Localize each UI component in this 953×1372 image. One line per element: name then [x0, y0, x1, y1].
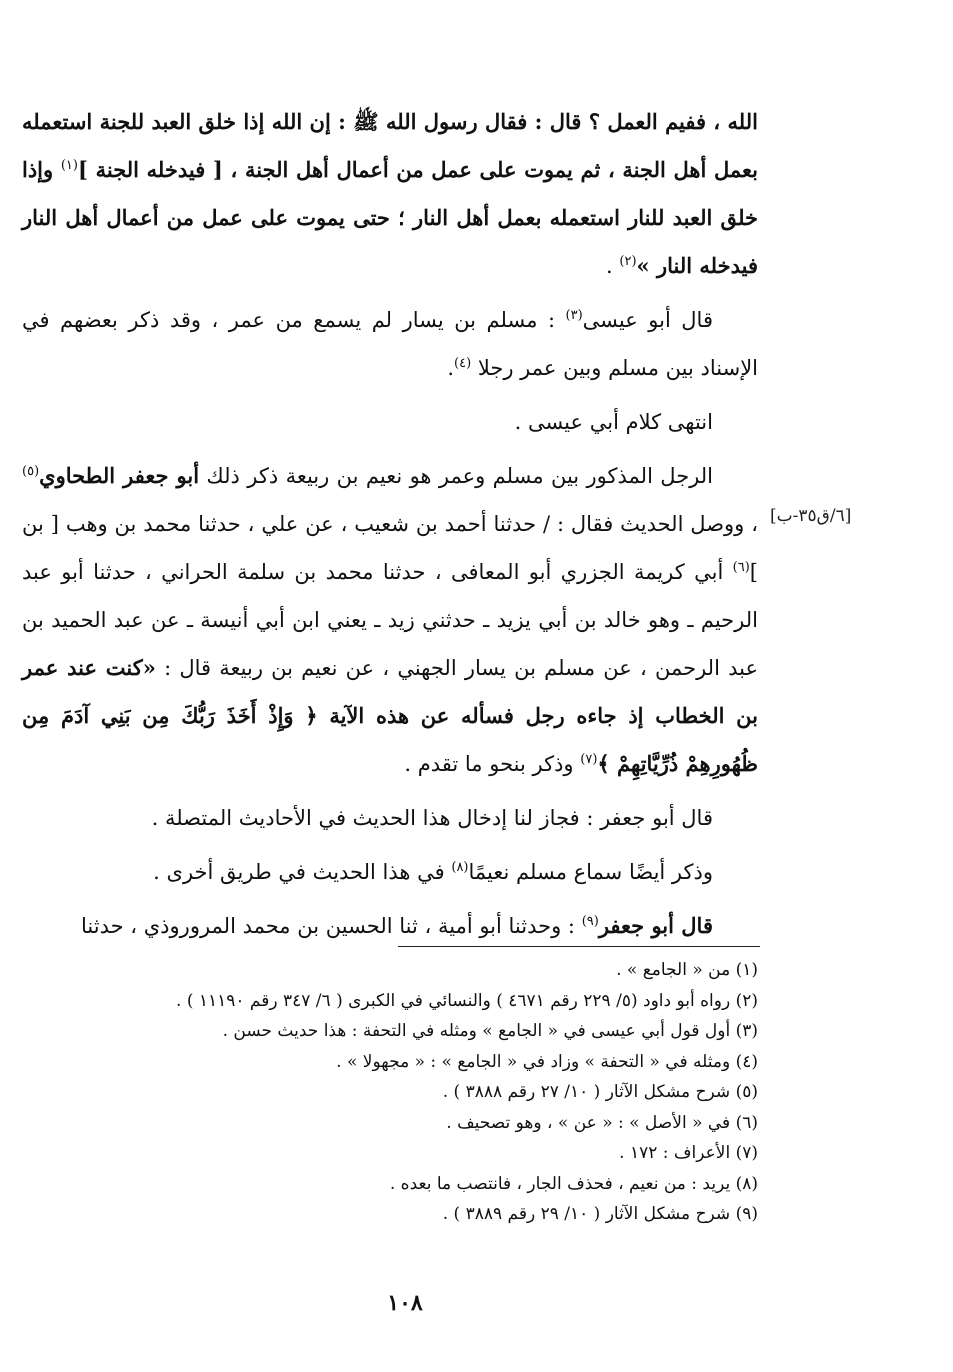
paragraph-5: قال أبو جعفر : فجاز لنا إدخال هذا الحديث في الأحاديث المتصلة . — [151, 806, 713, 830]
hadith-text-cont: وإذا خلق العبد للنار استعمله بعمل أهل النار ؛ حتى يموت على عمل من أعمال أهل النار فيدخله النار » — [22, 157, 758, 278]
text: : وحدثنا أبو أمية ، ثنا الحسين بن محمد المروروذي ، حدثنا — [81, 914, 582, 938]
footnote-ref-8[interactable]: (٨) — [451, 860, 469, 875]
footnote: (٦) في « الأصل » : « عن » ، وهو تصحيف . — [446, 1112, 758, 1133]
text: قال أبو عيسى — [582, 308, 713, 332]
footnotes — [22, 955, 758, 1230]
text: في هذا الحديث في طريق أخرى . — [153, 860, 452, 884]
text: وذكر بنحو ما تقدم . — [404, 752, 581, 776]
paragraph-6 — [22, 848, 758, 896]
text: ، ووصل الحديث فقال : / حدثنا أحمد بن شعيب ، عن علي ، حدثنا محمد بن وهب [ بن ] — [22, 512, 758, 584]
text: أبي كريمة الجزري أبو المعافى ، حدثنا محمد بن سلمة الحراني ، حدثنا أبو عبد الرحيم ـ وهو خالد بن أبي يزيد ـ حدثني زيد ـ يعني ابن أبي أنيسة ـ عن عبد الحميد بن عبد الرحمن ، عن مسلم بن يسار الجهني ، عن نعيم بن ربيعة قال : — [22, 560, 758, 680]
footnote-ref-2[interactable]: (٢) — [619, 254, 637, 269]
text: . — [447, 356, 455, 380]
footnote: (٣) أول قول أبي عيسى في « الجامع » ومثله في التحفة : هذا حديث حسن . — [222, 1021, 758, 1041]
footnote: (٤) ومثله في « التحفة » وزاد في « الجامع » : « مجهولا » . — [336, 1051, 758, 1072]
quoted-text: «كنت عند عمر بن الخطاب إذ جاءه رجل فسأله عن هذه الآية ﴿ وَإِذْ أَخَذَ رَبُّكَ مِن بَنِي آدَمَ مِن ظُهُورِهِمْ ذُرِّيَّاتِهِمْ ﴾ — [22, 655, 758, 776]
footnote-ref-6[interactable]: (٦) — [732, 560, 750, 575]
paragraph-4 — [22, 452, 758, 788]
footnote: (٧) الأعراف : ١٧٢ . — [619, 1143, 758, 1163]
hadith-text: الله ، ففيم العمل ؟ قال : فقال رسول الله ﷺ : إن الله إذا خلق العبد للجنة استعمله بعمل أهل الجنة ، ثم يموت على عمل من أعمال أهل الجنة ، [ فيدخله الجنة ] — [22, 109, 758, 182]
page-number: ١٠٨ — [387, 1290, 423, 1316]
author-name: أبو جعفر الطحاوي — [39, 463, 200, 488]
footnote-separator — [398, 946, 760, 947]
text: الرجل المذكور بين مسلم وعمر هو نعيم بن ربيعة ذكر ذلك — [199, 464, 713, 488]
footnote: (١) من « الجامع » . — [616, 960, 758, 980]
paragraph-3: انتهى كلام أبي عيسى . — [514, 410, 713, 434]
footnote: (٩) شرح مشكل الآثار ( ١٠/ ٢٩ رقم ٣٨٨٩ ) . — [442, 1204, 758, 1224]
footnote-ref-3[interactable]: (٣) — [565, 308, 583, 323]
paragraph-end: . — [606, 254, 620, 278]
text: وذكر أيضًا سماع مسلم نعيمًا — [468, 860, 713, 884]
footnote: (٢) رواه أبو داود (٥/ ٢٢٩ رقم ٤٦٧١ ) والنسائي في الكبرى ( ٦/ ٣٤٧ رقم ١١١٩٠ ) . — [176, 990, 758, 1011]
footnote-ref-7[interactable]: (٧) — [580, 752, 598, 767]
text: : مسلم بن يسار لم يسمع من عمر ، وقد ذكر بعضهم في الإسناد بين مسلم وبين عمر رجلا — [22, 308, 758, 380]
main-text — [22, 98, 758, 956]
footnote: (٥) شرح مشكل الآثار ( ١٠/ ٢٧ رقم ٣٨٨٨ ) . — [442, 1082, 758, 1102]
margin-manuscript-reference: [٦/ق٣٥-ب] — [770, 506, 852, 526]
paragraph-1 — [22, 98, 758, 290]
footnote-ref-1[interactable]: (١) — [60, 158, 78, 173]
footnote-ref-4[interactable]: (٤) — [454, 356, 472, 371]
author-name: قال أبو جعفر — [598, 913, 713, 938]
footnote-ref-9[interactable]: (٩) — [581, 914, 599, 929]
footnote: (٨) يريد : من نعيم ، فحذف الجار ، فانتصب ما بعده . — [389, 1173, 758, 1194]
paragraph-7 — [22, 902, 758, 950]
footnote-ref-5[interactable]: (٥) — [22, 464, 40, 479]
paragraph-2 — [22, 296, 758, 392]
